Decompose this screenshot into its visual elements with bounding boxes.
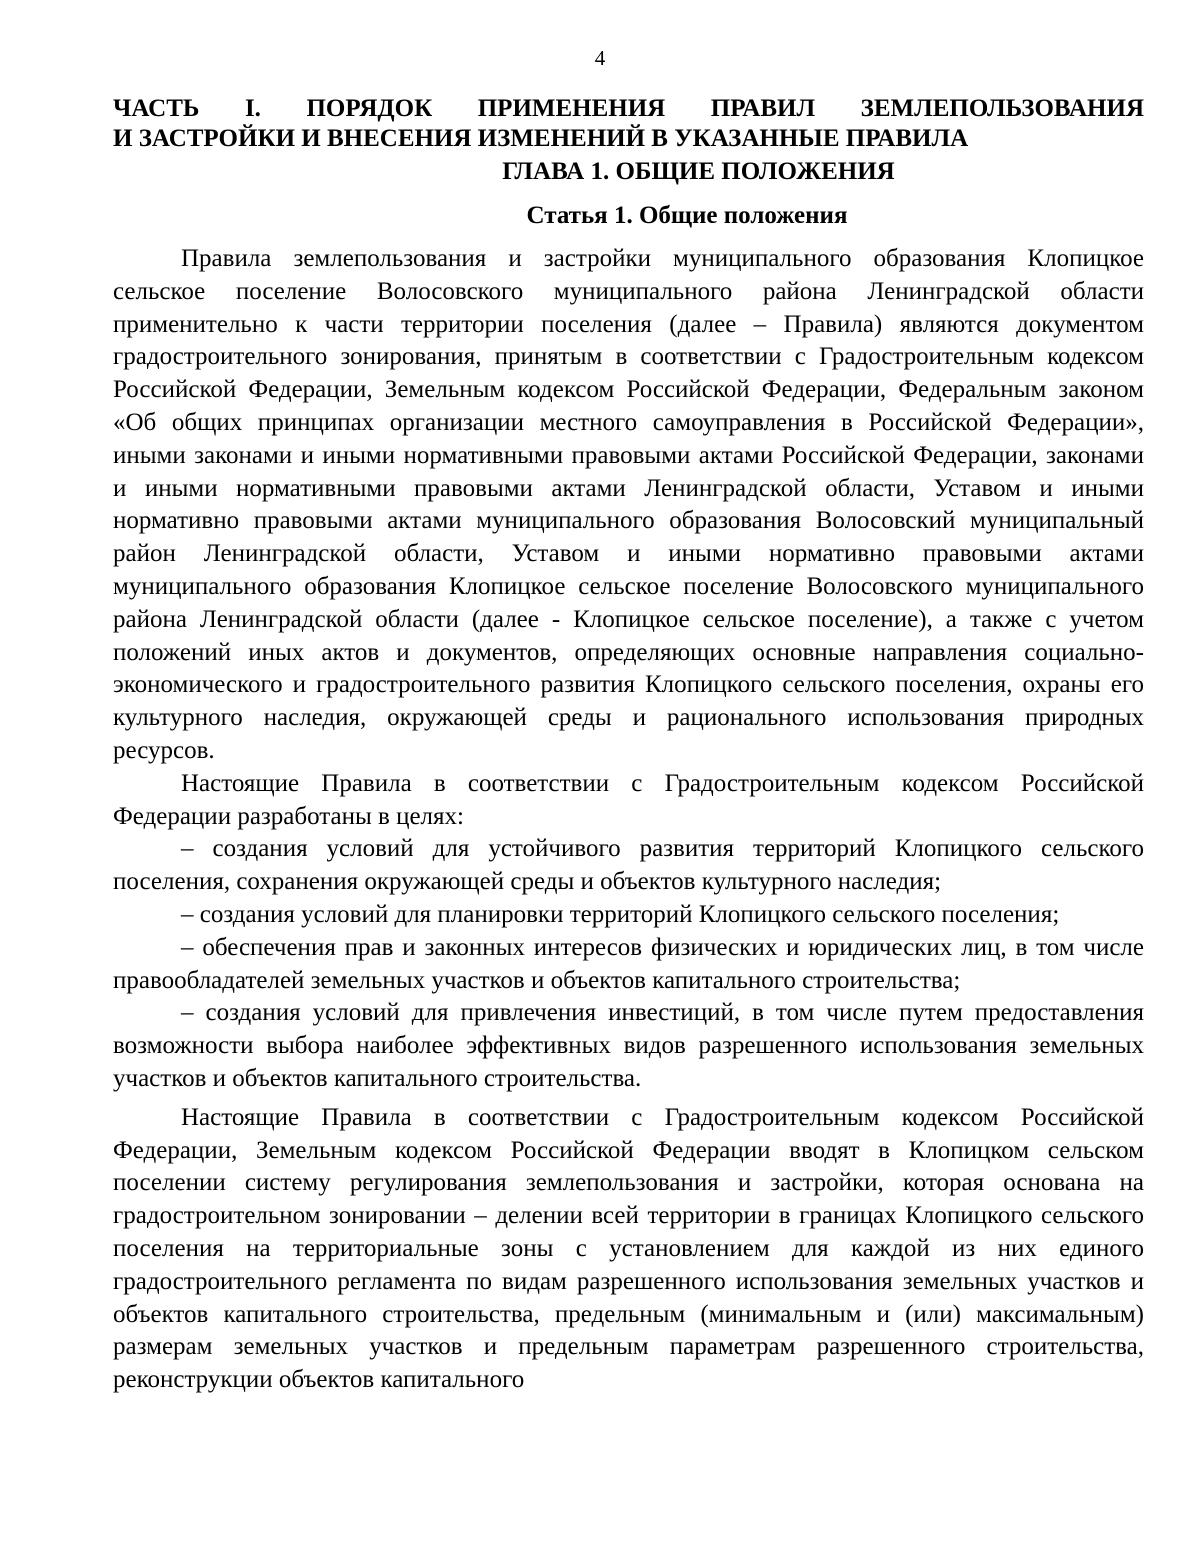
body-text <box>113 243 1144 1397</box>
list-item-purpose-2: – создания условий для планировки территорий Клопицкого сельского поселения; <box>181 900 1060 928</box>
part-heading <box>113 94 1144 154</box>
list-item-purpose-4: – создания условий для привлечения инвестиций, в том числе путем предоставления возможности выбора наиболее эффективных видов разрешенного использования земельных участков и объектов капитального строительства. <box>113 999 1144 1092</box>
paragraph-rules-definition: Правила землепользования и застройки муниципального образования Клопицкое сельское поселение Волосовского муниципального района Ленинградской области применительно к части территории поселения (далее – Правила) являются документом градостроительного зонирования, принятым в соответствии с Градостроительным кодексом Российской Федерации, Земельным кодексом Российской Федерации, Федеральным законом «Об общих принципах организации местного самоуправления в Российской Федерации», иными законами и иными нормативными правовыми актами Российской Федерации, законами и иными нормативными правовыми актами Ленинградской области, Уставом и иными нормативно правовыми актами муниципального образования Волосовский муниципальный район Ленинградской области, Уставом и иными нормативно правовыми актами муниципального образования Клопицкое сельское поселение Волосовского муниципального района Ленинградской области (далее - Клопицкое сельское поселение), а также с учетом положений иных актов и документов, определяющих основные направления социально-экономического и градостроительного развития Клопицкого сельского поселения, охраны его культурного наследия, окружающей среды и рационального использования природных ресурсов. <box>113 245 1144 764</box>
page-number: 4 <box>594 46 606 70</box>
part-heading-line-2: И ЗАСТРОЙКИ И ВНЕСЕНИЯ ИЗМЕНЕНИЙ В УКАЗАННЫЕ ПРАВИЛА <box>113 125 969 152</box>
list-item-purpose-1: – создания условий для устойчивого развития территорий Клопицкого сельского поселения, сохранения окружающей среды и объектов культурного наследия; <box>113 835 1144 896</box>
list-item-purpose-3: – обеспечения прав и законных интересов физических и юридических лиц, в том числе правообладателей земельных участков и объектов капитального строительства; <box>113 933 1144 994</box>
paragraph-zoning-system: Настоящие Правила в соответствии с Градостроительным кодексом Российской Федерации, Земельным кодексом Российской Федерации вводят в Клопицком сельском поселении систему регулирования землепользования и застройки, которая основана на градостроительном зонировании – делении всей территории в границах Клопицкого сельского поселения на территориальные зоны с установлением для каждой из них единого градостроительного регламента по видам разрешенного использования земельных участков и объектов капитального строительства, предельным (минимальным и (или) максимальным) размерам земельных участков и предельным параметрам разрешенного строительства, реконструкции объектов капитального <box>113 1103 1144 1394</box>
paragraph-purposes-intro: Настоящие Правила в соответствии с Градостроительным кодексом Российской Федерации разработаны в целях: <box>113 769 1144 830</box>
part-heading-line-1: ЧАСТЬ I. ПОРЯДОК ПРИМЕНЕНИЯ ПРАВИЛ ЗЕМЛЕПОЛЬЗОВАНИЯ <box>113 95 1144 122</box>
article-heading: Статья 1. Общие положения <box>526 202 848 229</box>
chapter-heading: ГЛАВА 1. ОБЩИЕ ПОЛОЖЕНИЯ <box>502 158 895 185</box>
